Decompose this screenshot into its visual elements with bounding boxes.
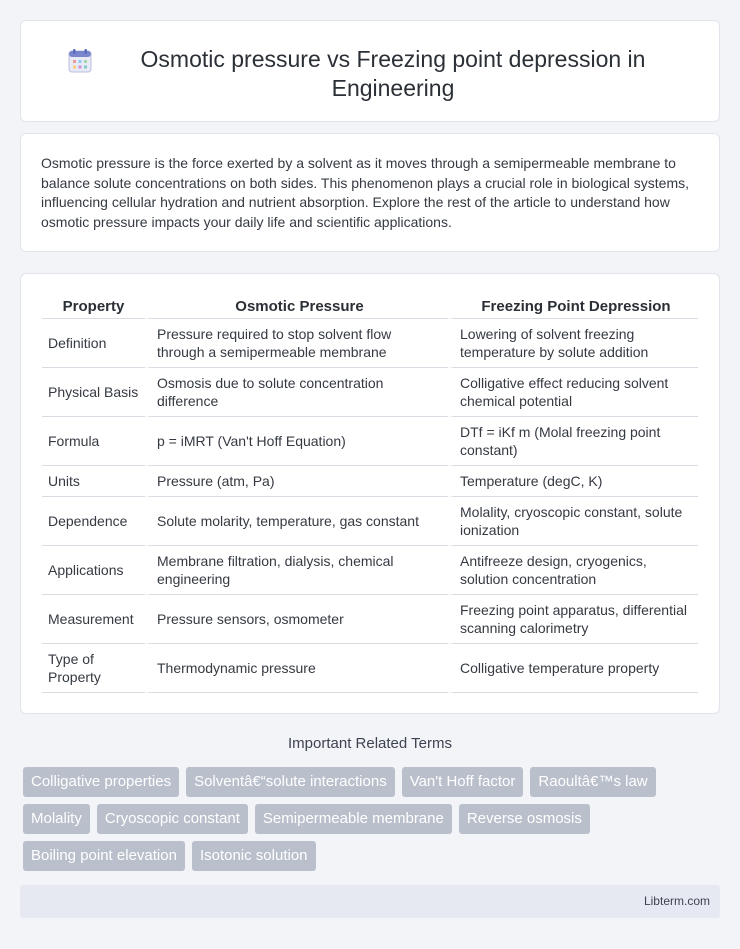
osmotic-cell: Pressure (atm, Pa) — [145, 466, 448, 497]
row-label: Applications — [42, 546, 145, 595]
tag-solvent-solute-interactions[interactable]: Solventâ€“solute interactions — [186, 767, 395, 797]
freezing-cell: Molality, cryoscopic constant, solute ionization — [448, 497, 698, 546]
intro-paragraph: Osmotic pressure is the force exerted by a solvent as it moves through a semipermeable membrane to balance solute concentrations on both sides. This phenomenon plays a crucial role in biological systems, influencing cellular hydration and nutrient absorption. Explore the rest of the article to understand how osmotic pressure impacts your daily life and scientific applications. — [41, 155, 689, 230]
osmotic-cell: Membrane filtration, dialysis, chemical engineering — [145, 546, 448, 595]
header-freezing-point-depression: Freezing Point Depression — [448, 294, 698, 319]
freezing-cell: Temperature (degC, K) — [448, 466, 698, 497]
footer — [20, 885, 720, 918]
page-title: Osmotic pressure vs Freezing point depression in Engineering — [140, 46, 646, 101]
row-label: Dependence — [42, 497, 145, 546]
table-row — [42, 595, 698, 644]
table-row — [42, 497, 698, 546]
osmotic-cell: Pressure sensors, osmometer — [145, 595, 448, 644]
tag-isotonic-solution[interactable]: Isotonic solution — [192, 841, 316, 871]
table-row — [42, 319, 698, 368]
tag-semipermeable-membrane[interactable]: Semipermeable membrane — [255, 804, 452, 834]
title-card — [20, 20, 720, 122]
osmotic-cell: Pressure required to stop solvent flow through a semipermeable membrane — [145, 319, 448, 368]
title-wrap — [21, 21, 719, 103]
row-label: Formula — [42, 417, 145, 466]
header-property: Property — [42, 294, 145, 319]
freezing-cell: Antifreeze design, cryogenics, solution concentration — [448, 546, 698, 595]
tag-colligative-properties[interactable]: Colligative properties — [23, 767, 179, 797]
table-row — [42, 417, 698, 466]
freezing-cell: Lowering of solvent freezing temperature by solute addition — [448, 319, 698, 368]
table-row — [42, 368, 698, 417]
related-terms-heading: Important Related Terms — [288, 735, 452, 752]
row-label: Physical Basis — [42, 368, 145, 417]
row-label: Measurement — [42, 595, 145, 644]
table-row — [42, 466, 698, 497]
osmotic-cell: Osmosis due to solute concentration difference — [145, 368, 448, 417]
freezing-cell: Colligative temperature property — [448, 644, 698, 693]
table-row — [42, 644, 698, 693]
osmotic-cell: p = iMRT (Van't Hoff Equation) — [145, 417, 448, 466]
header-osmotic-pressure: Osmotic Pressure — [145, 294, 448, 319]
osmotic-cell: Thermodynamic pressure — [145, 644, 448, 693]
intro-card — [20, 133, 720, 252]
freezing-cell: Freezing point apparatus, differential scanning calorimetry — [448, 595, 698, 644]
comparison-table-card — [20, 273, 720, 714]
row-label: Units — [42, 466, 145, 497]
footer-site-link[interactable]: Libterm.com — [643, 894, 710, 908]
osmotic-cell: Solute molarity, temperature, gas constant — [145, 497, 448, 546]
tag-raoults-law[interactable]: Raoultâ€™s law — [530, 767, 655, 797]
table-row — [42, 546, 698, 595]
related-terms-tags — [23, 767, 723, 878]
row-label: Type of Property — [42, 644, 145, 693]
comparison-table — [42, 294, 698, 693]
freezing-cell: Colligative effect reducing solvent chemical potential — [448, 368, 698, 417]
tag-cryoscopic-constant[interactable]: Cryoscopic constant — [97, 804, 248, 834]
calendar-icon — [67, 48, 93, 74]
row-label: Definition — [42, 319, 145, 368]
freezing-cell: DTf = iKf m (Molal freezing point constant) — [448, 417, 698, 466]
tag-reverse-osmosis[interactable]: Reverse osmosis — [459, 804, 590, 834]
tag-boiling-point-elevation[interactable]: Boiling point elevation — [23, 841, 185, 871]
table-header-row — [42, 294, 698, 319]
tag-vant-hoff-factor[interactable]: Van't Hoff factor — [402, 767, 524, 797]
tag-molality[interactable]: Molality — [23, 804, 90, 834]
